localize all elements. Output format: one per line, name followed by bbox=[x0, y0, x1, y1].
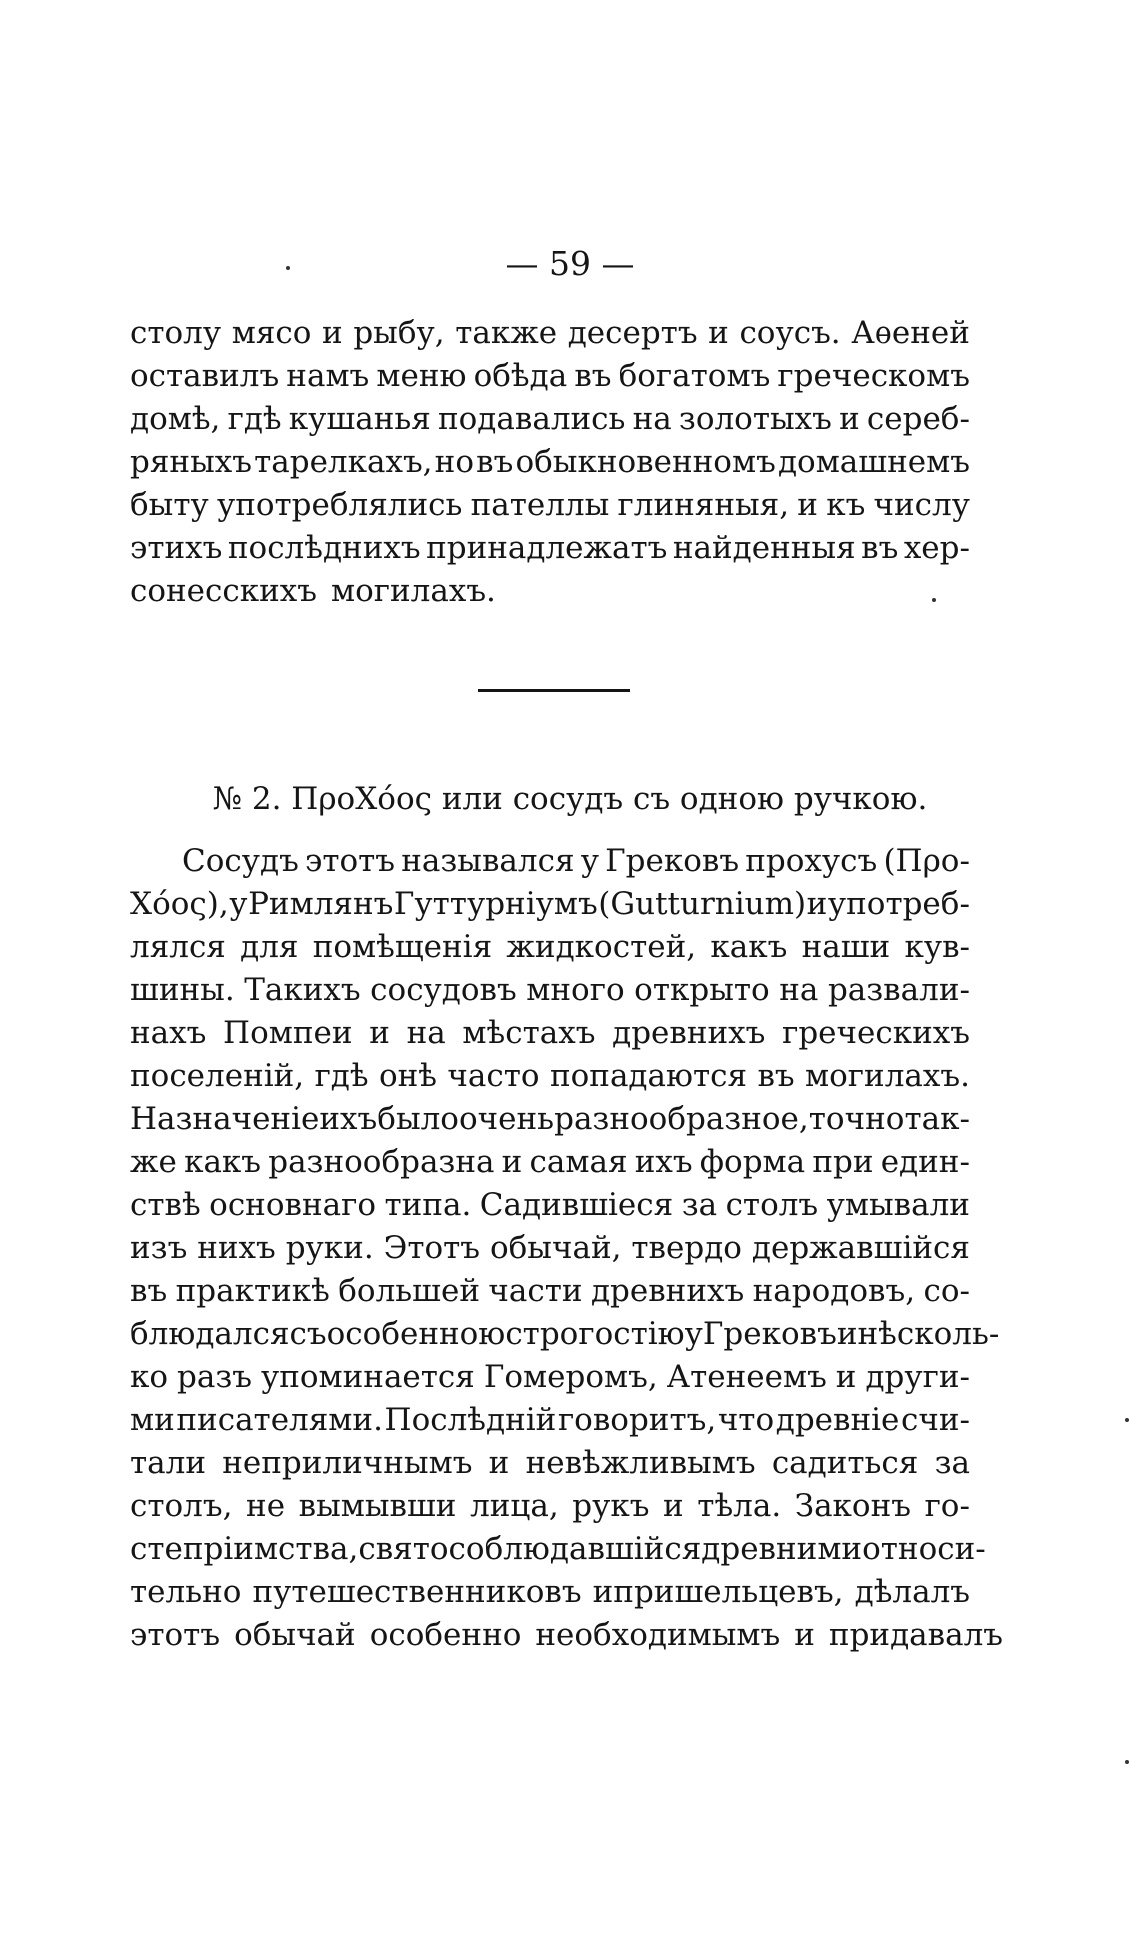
word: Законъ bbox=[794, 1488, 911, 1524]
word: въ bbox=[574, 358, 612, 394]
word: степріимства, bbox=[130, 1531, 359, 1567]
word: Римлянъ bbox=[248, 886, 394, 922]
word: и bbox=[839, 401, 860, 437]
word: десертъ bbox=[567, 315, 698, 351]
text-line bbox=[130, 1442, 970, 1485]
word: народовъ, bbox=[752, 1273, 916, 1309]
section-heading: № 2. ПροΧόος или сосудъ съ одною ручкою. bbox=[212, 781, 928, 817]
word: мясо bbox=[231, 315, 312, 351]
word: къ bbox=[826, 487, 866, 523]
word: вымывши bbox=[298, 1488, 457, 1524]
word: пателлы bbox=[470, 487, 610, 523]
word: и bbox=[835, 1359, 857, 1395]
word: могилахъ. bbox=[805, 1058, 970, 1094]
word: типа. bbox=[384, 1187, 472, 1223]
page-number: — 59 — bbox=[505, 244, 635, 283]
word: дѣлалъ bbox=[854, 1574, 970, 1610]
word: самая bbox=[529, 1144, 628, 1180]
word: оставилъ bbox=[130, 358, 280, 394]
word: ствѣ bbox=[130, 1187, 201, 1223]
word: принадлежатъ bbox=[426, 530, 668, 566]
word: для bbox=[240, 929, 299, 965]
text-line bbox=[130, 1098, 970, 1141]
word: писателями. bbox=[176, 1402, 383, 1438]
word: въ bbox=[130, 1273, 168, 1309]
word: рыбу, bbox=[353, 315, 445, 351]
word: развали- bbox=[827, 972, 970, 1008]
word: греческомъ bbox=[777, 358, 970, 394]
word: какъ bbox=[710, 929, 788, 965]
word: и bbox=[501, 1144, 523, 1180]
word: невѣжливымъ bbox=[525, 1445, 756, 1481]
word: ми bbox=[130, 1402, 175, 1438]
word: при bbox=[812, 1144, 874, 1180]
word: тельно bbox=[130, 1574, 242, 1610]
word: очень bbox=[459, 1101, 555, 1137]
word: сосудовъ bbox=[370, 972, 517, 1008]
word: Атенеемъ bbox=[666, 1359, 827, 1395]
word: державшійся bbox=[751, 1230, 970, 1266]
word: тали bbox=[130, 1445, 206, 1481]
word: части bbox=[488, 1273, 583, 1309]
word: числу bbox=[873, 487, 970, 523]
word: Грековъ bbox=[605, 843, 740, 879]
word: кув- bbox=[904, 929, 970, 965]
word: руки. bbox=[285, 1230, 374, 1266]
word: тѣла. bbox=[697, 1488, 782, 1524]
word: и bbox=[488, 1445, 510, 1481]
word: един- bbox=[880, 1144, 970, 1180]
word: какъ bbox=[184, 1144, 262, 1180]
word: греческихъ bbox=[782, 1015, 970, 1051]
word: умывали bbox=[826, 1187, 970, 1223]
word: Этотъ bbox=[383, 1230, 481, 1266]
word: много bbox=[526, 972, 625, 1008]
text-line bbox=[130, 1184, 970, 1227]
word: обычай bbox=[234, 1617, 356, 1653]
word: древнихъ bbox=[590, 1273, 745, 1309]
word: найденныя bbox=[672, 530, 856, 566]
word: столу bbox=[130, 315, 222, 351]
word: было bbox=[377, 1101, 459, 1137]
word: онѣ bbox=[378, 1058, 438, 1094]
word: и bbox=[794, 1617, 815, 1653]
margin-speck bbox=[286, 266, 290, 270]
word: богатомъ bbox=[618, 358, 771, 394]
word: древнихъ bbox=[612, 1015, 766, 1051]
text-line bbox=[130, 1399, 970, 1442]
word: въ bbox=[861, 530, 899, 566]
word: большей bbox=[338, 1273, 480, 1309]
text-line bbox=[130, 1356, 970, 1399]
text-line bbox=[130, 484, 970, 527]
word: придавалъ bbox=[828, 1617, 1004, 1653]
word: послѣднихъ bbox=[227, 530, 421, 566]
word: форма bbox=[699, 1144, 806, 1180]
text-line bbox=[130, 1313, 1000, 1356]
word: же bbox=[130, 1144, 177, 1180]
word: так- bbox=[904, 1101, 970, 1137]
word: и bbox=[369, 1015, 390, 1051]
word: лялся bbox=[130, 929, 226, 965]
word: часто bbox=[447, 1058, 540, 1094]
text-line bbox=[130, 1141, 970, 1184]
word: нахъ bbox=[130, 1015, 207, 1051]
word: на bbox=[632, 401, 672, 437]
word: строгостію bbox=[505, 1316, 685, 1352]
word: кушанья bbox=[288, 401, 431, 437]
word: сонесскихъ bbox=[130, 573, 317, 609]
word: за bbox=[681, 1187, 718, 1223]
text-line bbox=[130, 1055, 970, 1098]
word: Аѳеней bbox=[851, 315, 970, 351]
word: у bbox=[684, 1316, 703, 1352]
word: ко bbox=[130, 1359, 169, 1395]
word: ипришельцевъ, bbox=[592, 1574, 844, 1610]
word: необходимымъ bbox=[535, 1617, 781, 1653]
word: рукъ bbox=[572, 1488, 650, 1524]
word: Гомеромъ, bbox=[483, 1359, 658, 1395]
word: поселеній, bbox=[130, 1058, 305, 1094]
word: шины. bbox=[130, 972, 235, 1008]
word: разнообразна bbox=[268, 1144, 495, 1180]
word: основнаго bbox=[209, 1187, 377, 1223]
word: счи- bbox=[901, 1402, 970, 1438]
word: и bbox=[708, 315, 729, 351]
word: садиться bbox=[771, 1445, 919, 1481]
word: Χόος), bbox=[130, 886, 229, 922]
word: столъ, bbox=[130, 1488, 233, 1524]
word: назывался bbox=[401, 843, 575, 879]
word: путешественниковъ bbox=[252, 1574, 582, 1610]
word: столъ bbox=[725, 1187, 819, 1223]
word: относи- bbox=[862, 1531, 986, 1567]
word: могилахъ. bbox=[331, 573, 496, 609]
word: открыто bbox=[634, 972, 770, 1008]
word: ряныхъ bbox=[130, 444, 252, 480]
word: Помпеи bbox=[223, 1015, 353, 1051]
word: со- bbox=[923, 1273, 970, 1309]
word: соусъ. bbox=[739, 315, 841, 351]
margin-speck bbox=[932, 598, 936, 602]
word: древніе bbox=[775, 1402, 900, 1438]
word: этотъ bbox=[130, 1617, 221, 1653]
word: тарелкахъ, bbox=[254, 444, 433, 480]
word: гдѣ bbox=[227, 401, 282, 437]
word: неприличнымъ bbox=[222, 1445, 473, 1481]
word: не bbox=[246, 1488, 286, 1524]
word: въ bbox=[757, 1058, 795, 1094]
margin-speck bbox=[1125, 1760, 1129, 1764]
text-line bbox=[130, 1528, 986, 1571]
word: твердо bbox=[631, 1230, 742, 1266]
word: соблюдавшійся bbox=[448, 1531, 702, 1567]
word: и bbox=[797, 487, 818, 523]
word: Гуттурніумъ bbox=[393, 886, 598, 922]
section-divider bbox=[478, 689, 630, 692]
word: и bbox=[836, 1316, 858, 1352]
word: Такихъ bbox=[244, 972, 361, 1008]
word: разъ bbox=[177, 1359, 252, 1395]
word: на bbox=[779, 972, 819, 1008]
word: за bbox=[934, 1445, 970, 1481]
word: у bbox=[229, 886, 248, 922]
text-line bbox=[130, 840, 970, 883]
text-line bbox=[130, 1270, 970, 1313]
text-line bbox=[130, 1012, 970, 1055]
word: нѣсколь- bbox=[857, 1316, 1000, 1352]
text-line bbox=[130, 312, 970, 355]
word: гдѣ bbox=[314, 1058, 369, 1094]
word: у bbox=[580, 843, 599, 879]
word: упоминается bbox=[260, 1359, 475, 1395]
word: золотыхъ bbox=[678, 401, 832, 437]
word: на bbox=[406, 1015, 446, 1051]
text-line bbox=[130, 1571, 970, 1614]
word: хер- bbox=[903, 530, 970, 566]
word: особенною bbox=[326, 1316, 506, 1352]
word: и bbox=[322, 315, 343, 351]
word: и bbox=[806, 886, 828, 922]
word: намъ bbox=[286, 358, 370, 394]
word: изъ bbox=[130, 1230, 188, 1266]
word: лица, bbox=[470, 1488, 559, 1524]
margin-speck bbox=[1125, 1418, 1129, 1422]
word: домашнемъ bbox=[777, 444, 970, 480]
word: нихъ bbox=[197, 1230, 276, 1266]
word: также bbox=[455, 315, 558, 351]
text-line bbox=[130, 969, 970, 1012]
word: жидкостей, bbox=[506, 929, 697, 965]
word: обычай, bbox=[489, 1230, 622, 1266]
word: древними bbox=[701, 1531, 863, 1567]
word: и bbox=[663, 1488, 684, 1524]
word: особенно bbox=[369, 1617, 522, 1653]
word: этотъ bbox=[304, 843, 396, 879]
text-line bbox=[130, 570, 970, 613]
word: ихъ bbox=[634, 1144, 693, 1180]
word: попадаются bbox=[549, 1058, 748, 1094]
word: обѣда bbox=[473, 358, 568, 394]
text-line bbox=[130, 1227, 970, 1270]
word: (Gutturnium) bbox=[598, 886, 807, 922]
word: подавались bbox=[437, 401, 626, 437]
word: Назначеніе bbox=[130, 1101, 320, 1137]
text-line bbox=[130, 883, 970, 926]
text-line bbox=[130, 1485, 970, 1528]
word: Садившіеся bbox=[479, 1187, 674, 1223]
word: Грековъ bbox=[702, 1316, 837, 1352]
word: обыкновенномъ bbox=[515, 444, 776, 480]
word: блюдался bbox=[130, 1316, 290, 1352]
word: други- bbox=[865, 1359, 970, 1395]
word: меню bbox=[376, 358, 467, 394]
word: быту bbox=[130, 487, 209, 523]
word: съ bbox=[289, 1316, 327, 1352]
word: свято bbox=[358, 1531, 449, 1567]
word: го- bbox=[924, 1488, 970, 1524]
word: употреблялись bbox=[216, 487, 463, 523]
word: точно bbox=[808, 1101, 905, 1137]
word: въ bbox=[476, 444, 514, 480]
text-line bbox=[130, 441, 970, 484]
word: этихъ bbox=[130, 530, 223, 566]
text-line bbox=[130, 398, 970, 441]
word: употреб- bbox=[827, 886, 970, 922]
text-line bbox=[130, 926, 970, 969]
word: прохусъ bbox=[745, 843, 878, 879]
word: практикѣ bbox=[175, 1273, 330, 1309]
top-paragraph bbox=[130, 312, 970, 613]
word: разнообразное, bbox=[554, 1101, 809, 1137]
word: мѣстахъ bbox=[462, 1015, 596, 1051]
word: но bbox=[434, 444, 474, 480]
word: (Προ- bbox=[883, 843, 970, 879]
text-line bbox=[130, 1614, 1004, 1657]
word: ихъ bbox=[319, 1101, 378, 1137]
word: сереб- bbox=[866, 401, 970, 437]
word: Сосудъ bbox=[182, 843, 299, 879]
word: наши bbox=[801, 929, 891, 965]
word: домѣ, bbox=[130, 401, 221, 437]
word: помѣщенія bbox=[312, 929, 493, 965]
main-paragraph bbox=[130, 840, 1004, 1657]
word: Послѣдній bbox=[384, 1402, 557, 1438]
word: говоритъ, bbox=[557, 1402, 717, 1438]
word: что bbox=[717, 1402, 775, 1438]
text-line bbox=[130, 355, 970, 398]
word: глиняныя, bbox=[617, 487, 790, 523]
text-line bbox=[130, 527, 970, 570]
